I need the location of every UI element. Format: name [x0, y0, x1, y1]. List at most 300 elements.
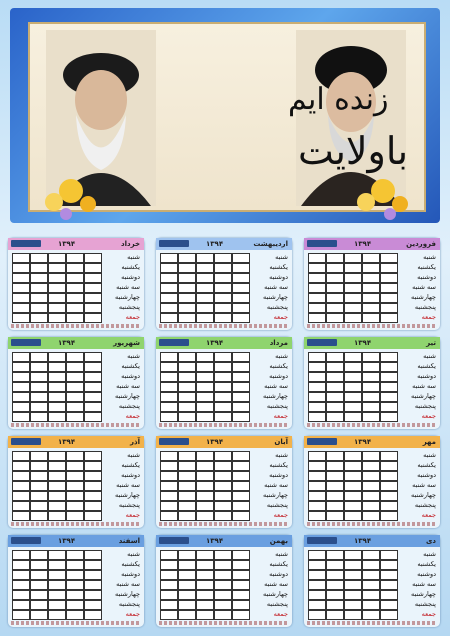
weekday-row [156, 292, 292, 302]
weekday-row [304, 262, 440, 272]
weekday-label: چهارشنبه [115, 491, 140, 499]
month-card [304, 436, 440, 528]
weekday-row [156, 312, 292, 322]
weekday-label: دوشنبه [417, 273, 436, 281]
weekday-row [156, 490, 292, 500]
weekday-rows [304, 351, 440, 423]
weekday-label: سه شنبه [264, 580, 288, 588]
month-year: ۱۳۹۴ [206, 339, 224, 347]
weekday-row [304, 490, 440, 500]
weekday-row [156, 579, 292, 589]
weekday-row [304, 450, 440, 460]
weekday-label: یکشنبه [417, 461, 436, 469]
weekday-row [156, 549, 292, 559]
weekday-row [8, 401, 144, 411]
date-cell [308, 313, 326, 323]
weekday-row [156, 252, 292, 262]
month-header [156, 535, 292, 547]
flower-ornament-icon [348, 156, 418, 226]
date-cell [232, 412, 250, 422]
month-card [156, 337, 292, 429]
weekday-row [304, 282, 440, 292]
weekday-label: جمعه [125, 412, 140, 420]
weekday-label: سه شنبه [264, 481, 288, 489]
date-cell [160, 412, 178, 422]
weekday-label: دوشنبه [417, 570, 436, 578]
month-year: ۱۳۹۴ [354, 339, 372, 347]
month-name: خرداد [121, 240, 140, 248]
month-card [156, 535, 292, 627]
weekday-row [156, 302, 292, 312]
weekday-rows [156, 549, 292, 621]
weekday-label: چهارشنبه [115, 590, 140, 598]
weekday-label: پنجشنبه [118, 600, 140, 608]
date-cell [48, 412, 66, 422]
date-cell [160, 610, 178, 620]
month-tag [307, 537, 337, 544]
weekday-row [156, 401, 292, 411]
weekday-label: سه شنبه [412, 283, 436, 291]
weekday-label: یکشنبه [269, 263, 288, 271]
weekday-row [156, 391, 292, 401]
date-cell [362, 511, 380, 521]
weekday-label: شنبه [423, 451, 436, 459]
weekday-label: شنبه [423, 550, 436, 558]
weekday-row [304, 579, 440, 589]
date-cell [66, 511, 84, 521]
weekday-row [304, 411, 440, 421]
date-cell [362, 610, 380, 620]
date-cell [308, 511, 326, 521]
weekday-label: چهارشنبه [263, 293, 288, 301]
date-cell [326, 511, 344, 521]
weekday-label: چهارشنبه [115, 392, 140, 400]
date-cell [326, 313, 344, 323]
date-cell [84, 412, 102, 422]
weekday-label: یکشنبه [417, 560, 436, 568]
weekday-row [156, 361, 292, 371]
header-banner [10, 8, 440, 223]
weekday-label: دوشنبه [121, 273, 140, 281]
weekday-label: جمعه [273, 511, 288, 519]
weekday-row [8, 381, 144, 391]
date-cell [214, 412, 232, 422]
month-tag [11, 537, 41, 544]
weekday-label: چهارشنبه [263, 392, 288, 400]
month-tag [11, 339, 41, 346]
month-card [304, 337, 440, 429]
weekday-row [304, 351, 440, 361]
date-cell [30, 412, 48, 422]
month-tag [11, 240, 41, 247]
date-cell [160, 313, 178, 323]
weekday-label: یکشنبه [121, 461, 140, 469]
weekday-label: یکشنبه [269, 560, 288, 568]
month-card [8, 337, 144, 429]
month-header [304, 535, 440, 547]
date-cell [84, 313, 102, 323]
weekday-label: شنبه [423, 253, 436, 261]
weekday-label: شنبه [127, 451, 140, 459]
weekday-label: یکشنبه [417, 263, 436, 271]
weekday-label: چهارشنبه [411, 590, 436, 598]
weekday-row [156, 351, 292, 361]
date-cell [66, 412, 84, 422]
weekday-row [8, 351, 144, 361]
occasion-notes [159, 324, 289, 328]
weekday-label: پنجشنبه [414, 501, 436, 509]
month-year: ۱۳۹۴ [206, 240, 224, 248]
month-name: فروردین [406, 240, 436, 248]
date-cell [30, 313, 48, 323]
weekday-label: شنبه [423, 352, 436, 360]
date-cell [12, 313, 30, 323]
month-card [8, 535, 144, 627]
month-header [8, 535, 144, 547]
weekday-label: شنبه [275, 352, 288, 360]
weekday-label: یکشنبه [417, 362, 436, 370]
weekday-row [8, 470, 144, 480]
month-year: ۱۳۹۴ [58, 537, 76, 545]
month-header [304, 337, 440, 349]
date-cell [308, 412, 326, 422]
month-year: ۱۳۹۴ [58, 438, 76, 446]
weekday-label: پنجشنبه [118, 501, 140, 509]
weekday-label: جمعه [421, 412, 436, 420]
weekday-row [8, 302, 144, 312]
date-cell [160, 511, 178, 521]
month-year: ۱۳۹۴ [354, 537, 372, 545]
weekday-label: پنجشنبه [414, 303, 436, 311]
date-cell [308, 610, 326, 620]
date-cell [232, 610, 250, 620]
date-cell [214, 610, 232, 620]
weekday-row [304, 510, 440, 520]
occasion-notes [11, 522, 141, 526]
month-header [156, 436, 292, 448]
date-cell [344, 610, 362, 620]
weekday-row [8, 252, 144, 262]
weekday-row [304, 302, 440, 312]
weekday-label: یکشنبه [121, 560, 140, 568]
month-header [8, 436, 144, 448]
weekday-label: یکشنبه [121, 362, 140, 370]
date-cell [380, 511, 398, 521]
month-header [156, 337, 292, 349]
month-grid [8, 238, 442, 628]
weekday-rows [156, 450, 292, 522]
weekday-label: شنبه [275, 253, 288, 261]
weekday-rows [8, 351, 144, 423]
date-cell [232, 511, 250, 521]
weekday-label: پنجشنبه [266, 303, 288, 311]
weekday-label: سه شنبه [412, 481, 436, 489]
date-cell [178, 313, 196, 323]
weekday-label: شنبه [127, 253, 140, 261]
weekday-row [8, 361, 144, 371]
date-cell [380, 412, 398, 422]
date-cell [12, 610, 30, 620]
weekday-rows [304, 252, 440, 324]
date-cell [84, 511, 102, 521]
slogan-line-2: باولایت [298, 129, 409, 173]
weekday-rows [304, 549, 440, 621]
weekday-label: جمعه [125, 610, 140, 618]
weekday-label: دوشنبه [417, 372, 436, 380]
date-cell [344, 412, 362, 422]
date-cell [48, 610, 66, 620]
weekday-row [8, 589, 144, 599]
weekday-label: یکشنبه [269, 362, 288, 370]
weekday-row [8, 490, 144, 500]
month-year: ۱۳۹۴ [206, 438, 224, 446]
weekday-row [304, 589, 440, 599]
month-year: ۱۳۹۴ [354, 240, 372, 248]
weekday-label: پنجشنبه [118, 303, 140, 311]
month-tag [159, 240, 189, 247]
weekday-row [156, 460, 292, 470]
occasion-notes [159, 621, 289, 625]
date-cell [326, 412, 344, 422]
weekday-label: چهارشنبه [411, 293, 436, 301]
weekday-row [8, 559, 144, 569]
weekday-row [156, 282, 292, 292]
weekday-row [156, 609, 292, 619]
weekday-row [304, 292, 440, 302]
weekday-row [8, 450, 144, 460]
weekday-label: دوشنبه [269, 570, 288, 578]
weekday-row [156, 450, 292, 460]
month-name: مرداد [269, 339, 288, 347]
weekday-row [8, 391, 144, 401]
weekday-row [8, 262, 144, 272]
month-tag [307, 240, 337, 247]
weekday-label: شنبه [127, 550, 140, 558]
banner-panel [28, 22, 426, 212]
date-cell [214, 511, 232, 521]
weekday-label: سه شنبه [116, 382, 140, 390]
weekday-row [156, 500, 292, 510]
weekday-row [304, 381, 440, 391]
weekday-row [304, 480, 440, 490]
weekday-row [8, 272, 144, 282]
date-cell [380, 610, 398, 620]
date-cell [214, 313, 232, 323]
weekday-label: دوشنبه [417, 471, 436, 479]
weekday-row [304, 549, 440, 559]
occasion-notes [307, 324, 437, 328]
month-name: اردیبهشت [253, 240, 288, 248]
weekday-label: سه شنبه [116, 580, 140, 588]
weekday-row [8, 282, 144, 292]
month-tag [159, 339, 189, 346]
weekday-row [304, 312, 440, 322]
weekday-row [156, 371, 292, 381]
date-cell [30, 610, 48, 620]
weekday-row [304, 391, 440, 401]
weekday-row [8, 371, 144, 381]
weekday-rows [8, 549, 144, 621]
date-cell [48, 313, 66, 323]
occasion-notes [159, 423, 289, 427]
weekday-label: سه شنبه [264, 382, 288, 390]
month-header [156, 238, 292, 250]
weekday-label: شنبه [275, 550, 288, 558]
date-cell [66, 610, 84, 620]
weekday-label: شنبه [275, 451, 288, 459]
month-year: ۱۳۹۴ [58, 240, 76, 248]
weekday-row [156, 559, 292, 569]
weekday-rows [156, 252, 292, 324]
month-name: آبان [274, 438, 288, 446]
date-cell [178, 412, 196, 422]
date-cell [12, 511, 30, 521]
weekday-label: پنجشنبه [266, 402, 288, 410]
month-card [304, 238, 440, 330]
weekday-label: چهارشنبه [263, 491, 288, 499]
month-name: تیر [426, 339, 436, 347]
month-tag [159, 537, 189, 544]
occasion-notes [307, 423, 437, 427]
slogan-calligraphy [138, 64, 409, 184]
occasion-notes [307, 522, 437, 526]
weekday-label: دوشنبه [269, 273, 288, 281]
weekday-label: جمعه [125, 313, 140, 321]
weekday-row [304, 272, 440, 282]
month-year: ۱۳۹۴ [354, 438, 372, 446]
date-cell [84, 610, 102, 620]
date-cell [344, 511, 362, 521]
month-header [8, 337, 144, 349]
date-cell [196, 511, 214, 521]
weekday-row [304, 569, 440, 579]
weekday-row [8, 510, 144, 520]
weekday-row [304, 609, 440, 619]
weekday-label: شنبه [127, 352, 140, 360]
date-cell [178, 610, 196, 620]
weekday-row [8, 460, 144, 470]
weekday-label: سه شنبه [412, 382, 436, 390]
weekday-label: دوشنبه [121, 570, 140, 578]
weekday-rows [8, 450, 144, 522]
weekday-label: پنجشنبه [414, 402, 436, 410]
weekday-label: جمعه [125, 511, 140, 519]
weekday-row [304, 470, 440, 480]
weekday-label: پنجشنبه [414, 600, 436, 608]
month-name: آذر [129, 438, 140, 446]
weekday-row [156, 470, 292, 480]
weekday-row [8, 579, 144, 589]
occasion-notes [11, 621, 141, 625]
date-cell [48, 511, 66, 521]
occasion-notes [159, 522, 289, 526]
weekday-rows [304, 450, 440, 522]
weekday-label: جمعه [273, 412, 288, 420]
weekday-label: جمعه [421, 313, 436, 321]
weekday-label: جمعه [421, 610, 436, 618]
month-tag [11, 438, 41, 445]
weekday-row [304, 599, 440, 609]
date-cell [12, 412, 30, 422]
weekday-label: جمعه [273, 610, 288, 618]
weekday-row [304, 252, 440, 262]
month-card [8, 436, 144, 528]
weekday-label: دوشنبه [269, 471, 288, 479]
weekday-row [8, 599, 144, 609]
weekday-row [304, 401, 440, 411]
weekday-row [156, 569, 292, 579]
weekday-rows [8, 252, 144, 324]
date-cell [362, 412, 380, 422]
weekday-row [304, 361, 440, 371]
date-cell [196, 610, 214, 620]
occasion-notes [11, 423, 141, 427]
weekday-row [8, 549, 144, 559]
month-card [8, 238, 144, 330]
weekday-row [156, 381, 292, 391]
month-tag [159, 438, 189, 445]
weekday-label: جمعه [421, 511, 436, 519]
weekday-row [8, 292, 144, 302]
weekday-label: سه شنبه [264, 283, 288, 291]
month-year: ۱۳۹۴ [58, 339, 76, 347]
weekday-label: سه شنبه [412, 580, 436, 588]
weekday-row [8, 480, 144, 490]
weekday-label: چهارشنبه [115, 293, 140, 301]
date-cell [30, 511, 48, 521]
month-tag [307, 438, 337, 445]
date-cell [196, 412, 214, 422]
month-name: مهر [422, 438, 436, 446]
date-cell [326, 610, 344, 620]
weekday-row [156, 510, 292, 520]
weekday-label: دوشنبه [121, 471, 140, 479]
date-cell [344, 313, 362, 323]
month-name: دی [425, 537, 436, 545]
month-card [304, 535, 440, 627]
date-cell [362, 313, 380, 323]
weekday-row [156, 589, 292, 599]
weekday-row [156, 272, 292, 282]
weekday-row [8, 411, 144, 421]
weekday-label: دوشنبه [121, 372, 140, 380]
month-name: اسفند [118, 537, 140, 545]
weekday-row [304, 460, 440, 470]
date-cell [196, 313, 214, 323]
month-year: ۱۳۹۴ [206, 537, 224, 545]
month-header [304, 238, 440, 250]
weekday-row [304, 559, 440, 569]
weekday-label: چهارشنبه [263, 590, 288, 598]
weekday-row [156, 599, 292, 609]
weekday-label: چهارشنبه [411, 392, 436, 400]
weekday-rows [156, 351, 292, 423]
weekday-label: سه شنبه [116, 283, 140, 291]
month-tag [307, 339, 337, 346]
weekday-row [8, 569, 144, 579]
weekday-label: یکشنبه [269, 461, 288, 469]
weekday-label: پنجشنبه [118, 402, 140, 410]
occasion-notes [307, 621, 437, 625]
month-header [304, 436, 440, 448]
weekday-label: پنجشنبه [266, 501, 288, 509]
date-cell [66, 313, 84, 323]
weekday-label: یکشنبه [121, 263, 140, 271]
weekday-label: جمعه [273, 313, 288, 321]
month-name: بهمن [269, 537, 288, 545]
weekday-row [156, 480, 292, 490]
date-cell [232, 313, 250, 323]
